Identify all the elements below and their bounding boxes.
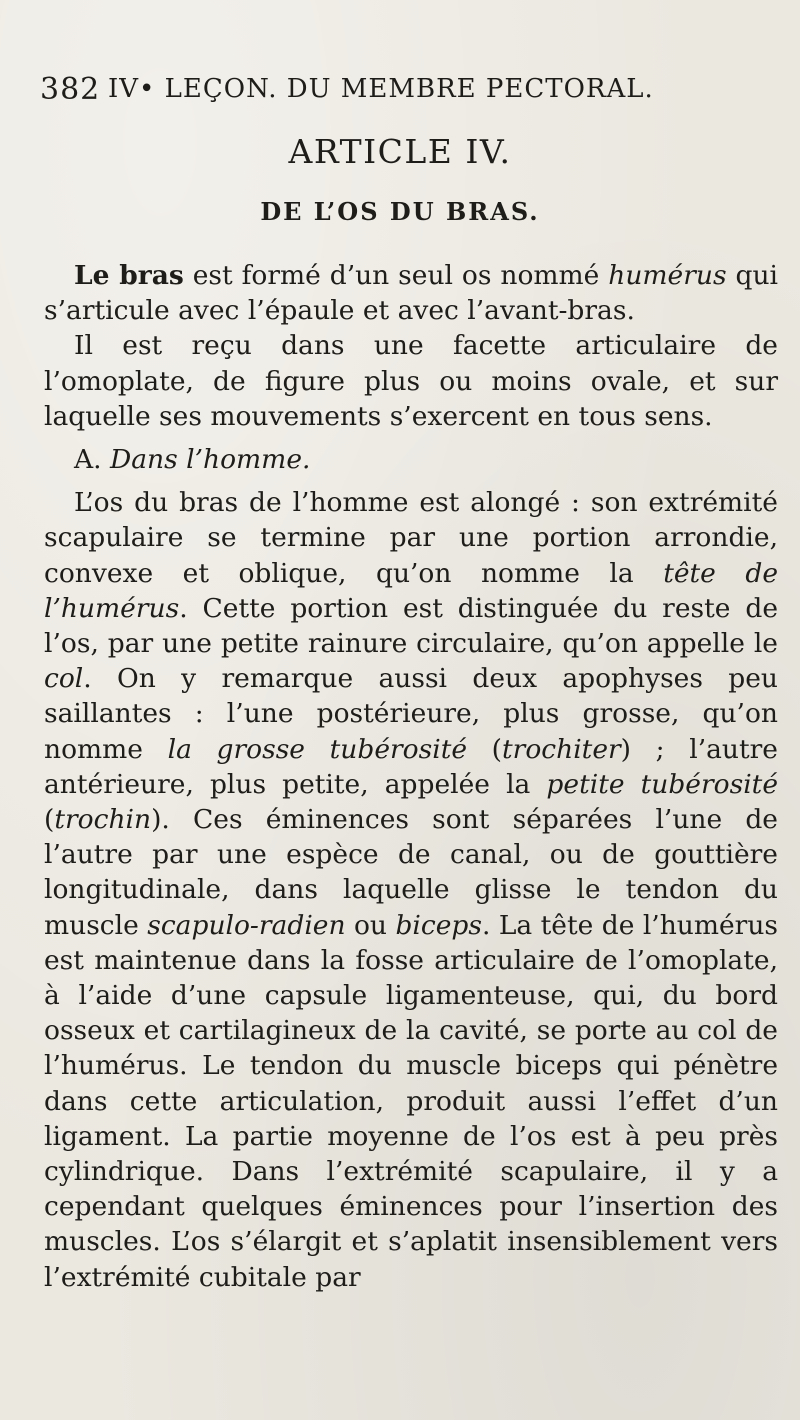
italic-term: tête de l’humérus (44, 557, 779, 624)
italic-term: la grosse tubérosité (167, 733, 468, 765)
running-title: IV• LEÇON. DU MEMBRE PECTORAL. (108, 74, 654, 104)
italic-term: humérus (608, 260, 727, 291)
italic-term: col (44, 663, 84, 695)
paragraph-2: Il est reçu dans une facette articulaire de l’omoplate, de figure plus ou moins ovale, et sur laquelle ses mouvements s’exercent en tous sens. (44, 330, 778, 432)
text-run: . On y remarque aussi deux apophyses peu saillantes : l’une postérieure, plus grosse, qu’on nomme (44, 663, 778, 765)
text-run: est formé d’un seul os nommé (183, 260, 609, 291)
running-head (40, 72, 760, 112)
text-run: . La tête de l’humérus est maintenue dans la fosse articulaire de l’omoplate, à l’aide d’une capsule ligamenteuse, qui, du bord osseux et cartilagineux de la cavité, se porte au col de l’humérus. Le tendon du muscle biceps qui pénètre dans cette articulation, produit aussi l’effet d’un ligament. La partie moyenne de l’os est à peu près cylindrique. Dans l’extrémité scapulaire, il y a cependant quelques éminences pour l’insertion des muscles. L’os s’élargit et s’aplatit insensiblement vers l’extrémité cubitale par (44, 909, 778, 1293)
italic-term: trochin (54, 804, 152, 836)
text-run: . Cette portion est distinguée du reste de l’os, par une petite rainure circulaire, qu’on appelle le (44, 592, 778, 660)
text-run: ou (345, 909, 396, 941)
text-run: ) ; l’autre antérieure, plus petite, appelée la (44, 733, 778, 800)
text-run: ). Ces éminences sont séparées l’une de l’autre par une espèce de canal, ou de gouttière longitudinale, dans laquelle glisse le tendon du muscle (44, 804, 778, 941)
section-label: A. (74, 444, 102, 476)
section-heading (44, 442, 778, 477)
italic-term: petite tubérosité (546, 768, 778, 800)
italic-term: trochiter (502, 733, 621, 765)
text-run: ( (467, 733, 503, 765)
paragraph-3 (44, 485, 778, 1295)
text-run: ( (44, 804, 55, 836)
paragraph-1 (44, 258, 778, 328)
article-subtitle: DE L’OS DU BRAS. (260, 197, 540, 226)
page-number: 382 (40, 72, 101, 107)
text-run: L’os du bras de l’homme est alongé : son extrémité scapulaire se termine par une portion arrondie, convexe et oblique, qu’on nomme la (44, 487, 778, 589)
italic-term: biceps (395, 909, 482, 941)
text-run: qui s’articule avec l’épaule et avec l’avant-bras. (44, 260, 778, 327)
body-text (44, 258, 778, 1295)
paragraph-intro: Le bras (74, 260, 184, 291)
italic-term: scapulo-radien (147, 909, 346, 941)
article-title: ARTICLE IV. (288, 132, 512, 171)
section-title: Dans l’homme. (110, 444, 311, 476)
